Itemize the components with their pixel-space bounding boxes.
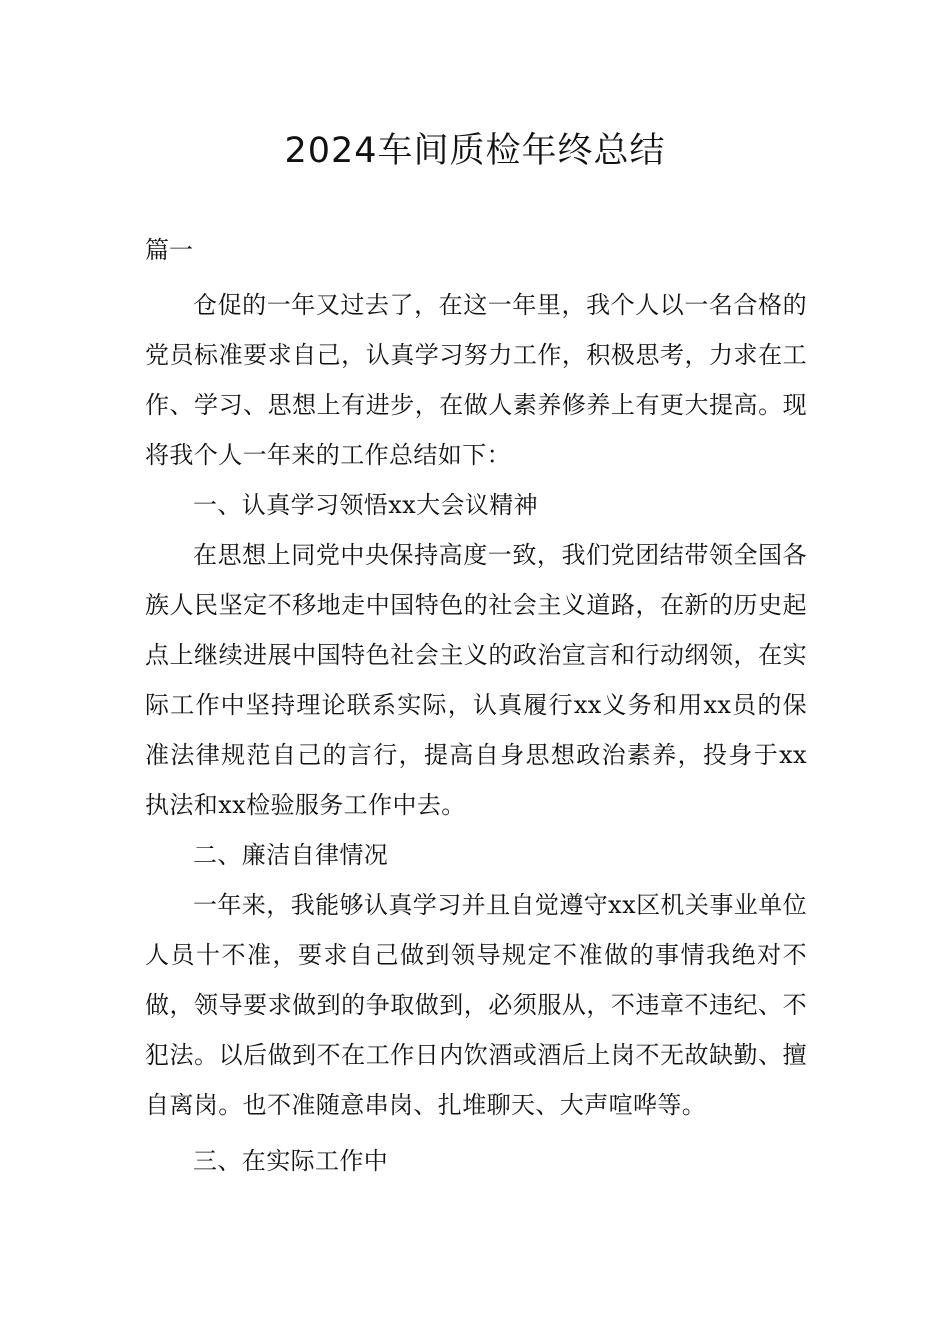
document-title: 2024车间质检年终总结 bbox=[284, 131, 666, 171]
paragraph-2: 一年来，我能够认真学习并且自觉遵守xx区机关事业单位人员十不准，要求自己做到领导规定不准做的事情我绝对不做，领导要求做到的争取做到，必须服从，不违章不违纪、不犯法。以后做到不在工作日内饮酒或酒后上岗不无故缺勤、擅自离岗。也不准随意串岗、扎堆聊天、大声喧哗等。 bbox=[145, 891, 807, 1119]
section-label: 篇一 bbox=[145, 236, 193, 264]
section-heading-1: 一、认真学习领悟xx大会议精神 bbox=[193, 491, 539, 519]
section-heading-2: 二、廉洁自律情况 bbox=[193, 841, 389, 869]
paragraph-intro: 仓促的一年又过去了，在这一年里，我个人以一名合格的党员标准要求自己，认真学习努力工作，积极思考，力求在工作、学习、思想上有进步，在做人素养修养上有更大提高。现将我个人一年来的工作总结如下： bbox=[145, 291, 807, 469]
section-heading-3: 三、在实际工作中 bbox=[193, 1147, 389, 1175]
paragraph-1: 在思想上同党中央保持高度一致，我们党团结带领全国各族人民坚定不移地走中国特色的社会主义道路，在新的历史起点上继续进展中国特色社会主义的政治宣言和行动纲领，在实际工作中坚持理论联系实际，认真履行xx义务和用xx员的保准法律规范自己的言行，提高自身思想政治素养，投身于xx执法和xx检验服务工作中去。 bbox=[145, 541, 807, 819]
document-body bbox=[145, 280, 807, 1186]
